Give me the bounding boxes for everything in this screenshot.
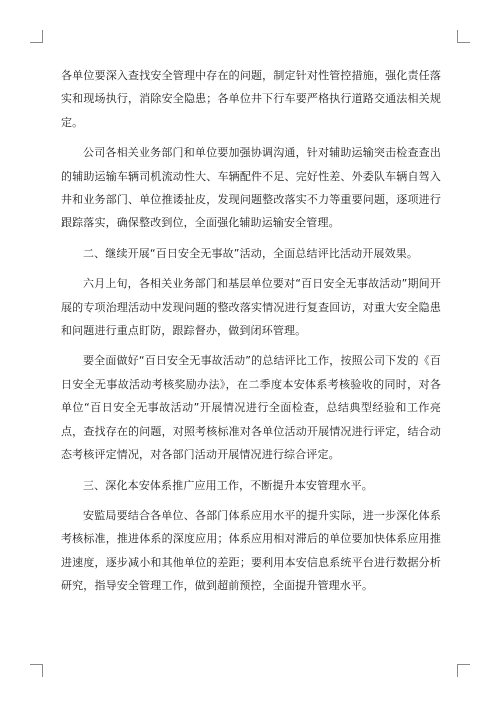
section-heading: 三、深化本安体系推广应用工作，不断提升本安管理水平。 [83, 478, 373, 492]
paragraph: 六月上旬，各相关业务部门和基层单位要对“百日安全无事故活动”期间开展的专项治理活动中发现问题的整改落实情况进行复查回访，对重大安全隐患和问题进行重点盯防，跟踪督办，做到闭环管理。 [61, 277, 441, 338]
crop-mark-top-left [30, 30, 43, 43]
crop-mark-top-right [457, 30, 470, 43]
paragraph: 要全面做好“百日安全无事故活动”的总结评比工作，按照公司下发的《百日安全无事故活动考核奖励办法》，在二季度本安体系考核验收的同时，对各单位“百日安全无事故活动”开展情况进行全面检查，总结典型经验和工作亮点，查找存在的问题，对照考核标准对各单位活动开展情况进行评定，结合动态考核评定情况，对各部门活动开展情况进行综合评定。 [61, 354, 441, 462]
paragraph: 安監局要结合各单位、各部门体系应用水平的提升实际，进一步深化体系考核标准，推进体系的深度应用；体系应用相对滞后的单位要加快体系应用推进速度，逐步减小和其他单位的差距；要利用本安信息系统平台进行数据分析研究，指导安全管理工作，做到超前预控，全面提升管理水平。 [61, 508, 441, 593]
document-body [61, 64, 441, 605]
crop-mark-bottom-right [457, 664, 470, 677]
section-heading: 二、继续开展“百日安全无事故”活动，全面总结评比活动开展效果。 [83, 246, 419, 260]
paragraph: 各单位要深入查找安全管理中存在的问题，制定针对性管控措施，强化责任落实和现场执行，消除安全隐患；各单位井下行车要严格执行道路交通法相关规定。 [61, 69, 441, 129]
paragraph: 公司各相关业务部门和单位要加强协调沟通，针对辅助运输突击检查查出的辅助运输车辆司机流动性大、车辆配件不足、完好性差、外委队车辆自驾入井和业务部门、单位推诿扯皮，发现问题整改落实不力等重要问题，逐项进行跟踪落实，确保整改到位，全面强化辅助运输安全管理。 [61, 146, 441, 230]
crop-mark-bottom-left [30, 664, 43, 677]
